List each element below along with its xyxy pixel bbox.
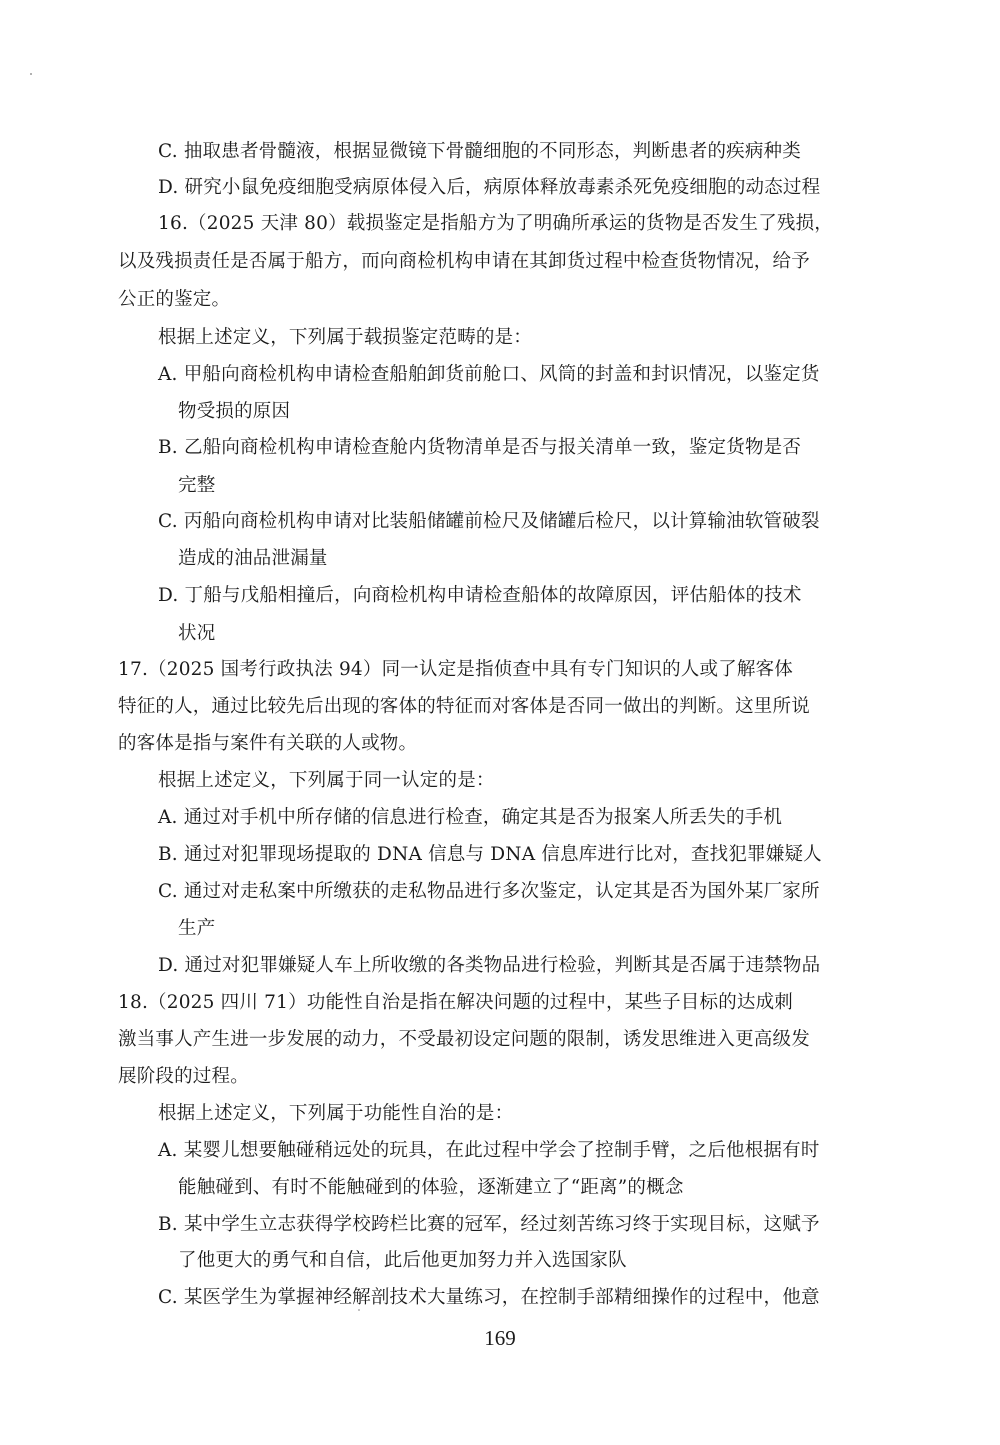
q16-option-c: C. 丙船向商检机构申请对比装船储罐前检尺及储罐后检尺，以计算输油软管破裂 [158,511,820,532]
q17-option-c: C. 通过对走私案中所缴获的走私物品进行多次鉴定，认定其是否为国外某厂家所 [158,881,820,902]
q17-option-a: A. 通过对手机中所存储的信息进行检查，确定其是否为报案人所丢失的手机 [158,807,783,828]
q18-stem-line-1: 18.（2025 四川 71）功能性自治是指在解决问题的过程中，某些子目标的达成刺 [118,992,794,1013]
q18-prompt: 根据上述定义，下列属于功能性自治的是： [158,1103,514,1124]
q16-stem-line-2: 以及残损责任是否属于船方，而向商检机构申请在其卸货过程中检查货物情况，给予 [118,251,810,272]
q17-option-b: B. 通过对犯罪现场提取的 DNA 信息与 DNA 信息库进行比对，查找犯罪嫌疑人 [158,844,822,865]
q16-stem-line-1: 16.（2025 天津 80）载损鉴定是指船方为了明确所承运的货物是否发生了残损， [158,213,834,234]
q18-option-b: B. 某中学生立志获得学校跨栏比赛的冠军，经过刻苦练习终于实现目标，这赋予 [158,1214,820,1235]
q16-option-c-cont: 造成的油品泄漏量 [178,548,328,569]
q17-stem-line-2: 特征的人，通过比较先后出现的客体的特征而对客体是否同一做出的判断。这里所说 [118,696,810,717]
q18-stem-line-2: 激当事人产生进一步发展的动力，不受最初设定问题的限制，诱发思维进入更高级发 [118,1029,810,1050]
q16-option-a: A. 甲船向商检机构申请检查船舶卸货前舱口、风筒的封盖和封识情况，以鉴定货 [158,364,820,385]
q16-option-b-cont: 完整 [178,475,216,496]
q18-option-b-cont: 了他更大的勇气和自信，此后他更加努力并入选国家队 [178,1250,627,1271]
prev-option-c: C. 抽取患者骨髓液，根据显微镜下骨髓细胞的不同形态，判断患者的疾病种类 [158,141,801,162]
q18-option-a: A. 某婴儿想要触碰稍远处的玩具，在此过程中学会了控制手臂，之后他根据有时 [158,1140,820,1161]
q16-option-b: B. 乙船向商检机构申请检查舱内货物清单是否与报关清单一致，鉴定货物是否 [158,437,802,458]
q17-stem-line-1: 17.（2025 国考行政执法 94）同一认定是指侦查中具有专门知识的人或了解客体 [118,659,794,680]
q16-option-d: D. 丁船与戊船相撞后，向商检机构申请检查船体的故障原因，评估船体的技术 [158,585,802,606]
q17-stem-line-3: 的客体是指与案件有关联的人或物。 [118,733,418,754]
q16-stem-line-3: 公正的鉴定。 [118,289,231,310]
q16-option-a-cont: 物受损的原因 [178,401,291,422]
prev-option-d: D. 研究小鼠免疫细胞受病原体侵入后，病原体释放毒素杀死免疫细胞的动态过程 [158,177,821,198]
q17-option-c-cont: 生产 [178,918,216,939]
q18-option-a-cont: 能触碰到、有时不能触碰到的体验，逐渐建立了“距离”的概念 [178,1177,684,1198]
q17-prompt: 根据上述定义，下列属于同一认定的是： [158,770,495,791]
scan-speck [358,1309,360,1311]
q16-prompt: 根据上述定义，下列属于载损鉴定范畴的是： [158,327,533,348]
q18-option-c: C. 某医学生为掌握神经解剖技术大量练习，在控制手部精细操作的过程中，他意 [158,1287,820,1308]
q16-option-d-cont: 状况 [178,623,216,644]
q17-option-d: D. 通过对犯罪嫌疑人车上所收缴的各类物品进行检验，判断其是否属于违禁物品 [158,955,821,976]
page-number: 169 [484,1326,516,1350]
scan-speck [30,73,32,75]
q18-stem-line-3: 展阶段的过程。 [118,1066,249,1087]
